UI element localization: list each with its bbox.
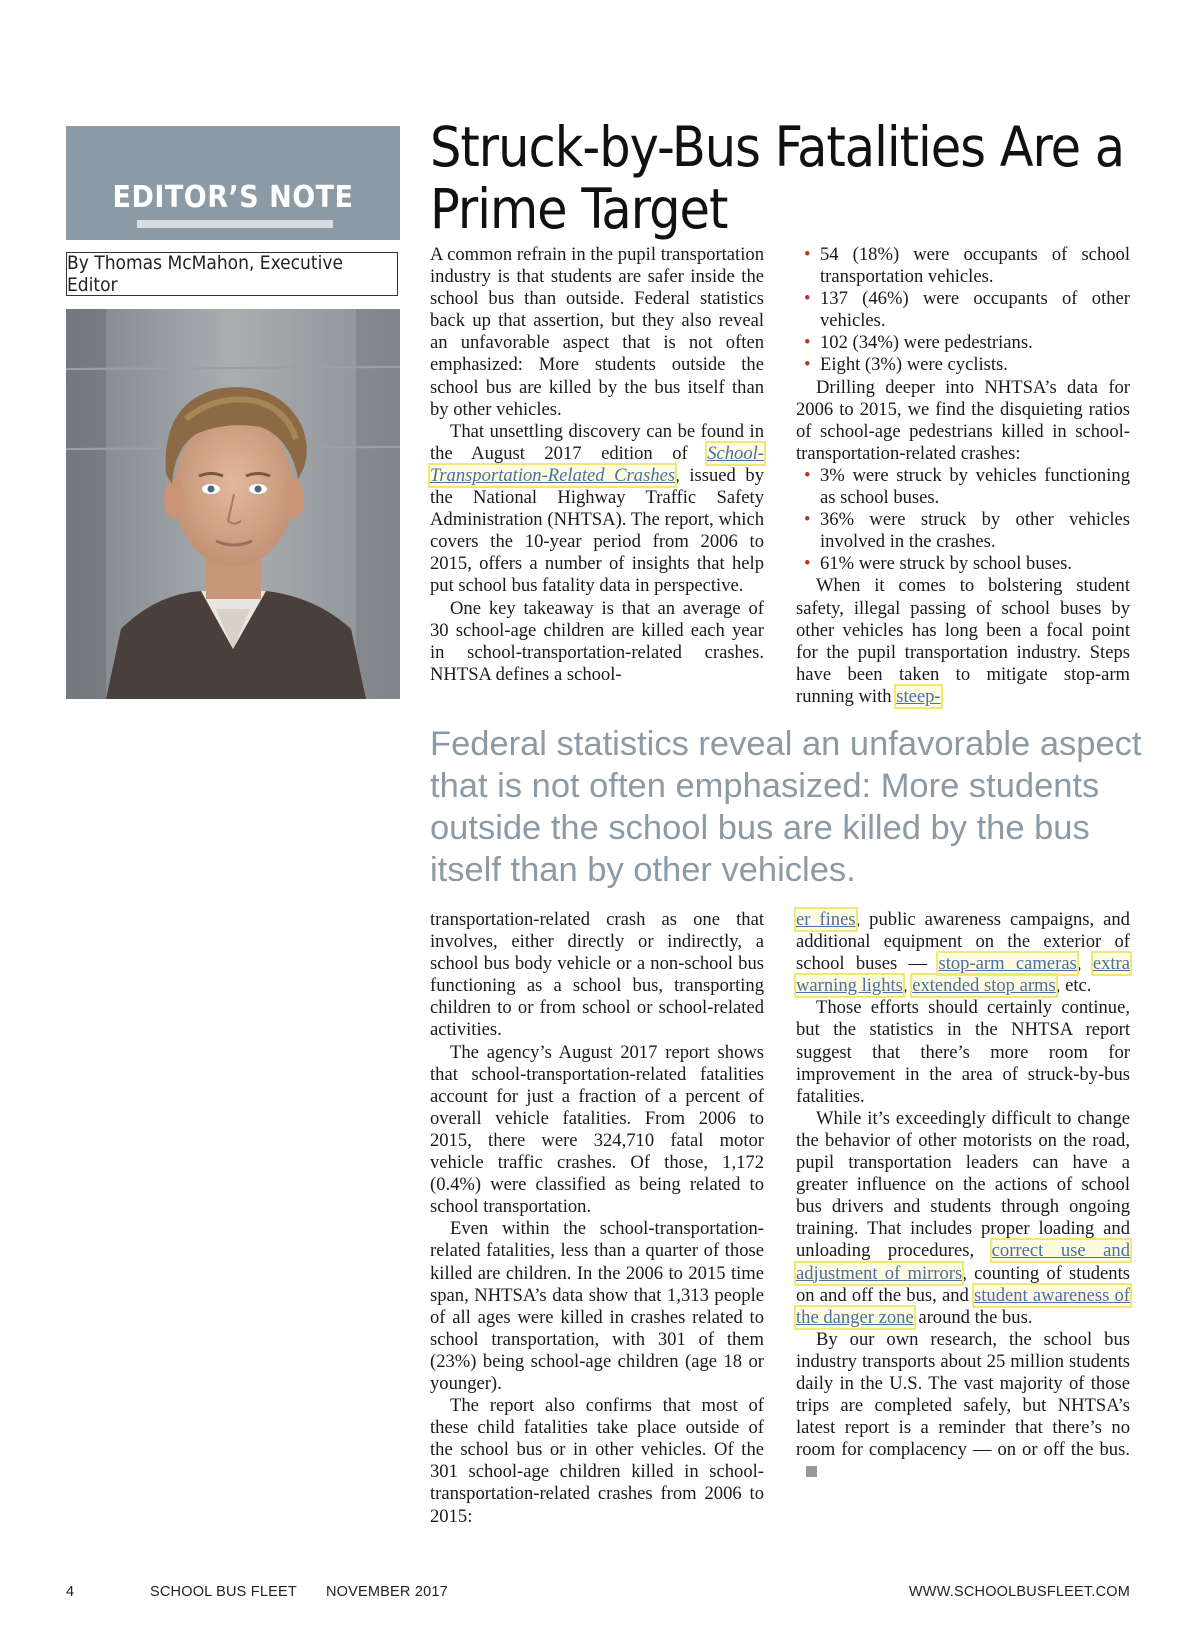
list-item: • 102 (34%) were pedestrians.	[796, 332, 1130, 354]
website-link[interactable]: WWW.SCHOOLBUSFLEET.COM	[908, 1584, 1130, 1600]
article-title-line-1: Struck-by-Bus Fatalities Are a	[430, 115, 1125, 179]
list-item: • 36% were struck by other vehicles involved in the crashes.	[796, 509, 1130, 553]
text-run: While it’s exceedingly difficult to change the behavior of other motorists on the road, pupil transportation leaders can have a greater influence on the actions of school bus drivers and students through ongoing training. That includes proper loading and unloading procedures,	[796, 1107, 1130, 1262]
steeper-fines-link[interactable]: steep-	[896, 685, 941, 707]
mirrors-link[interactable]: correct use and adjustment of mirrors	[796, 1240, 1130, 1284]
paragraph	[796, 909, 1130, 997]
paragraph	[430, 421, 764, 598]
bullet-list	[796, 244, 1130, 377]
pull-quote: Federal statistics reveal an unfavorable aspect that is not often emphasized: More students outside the school bus are killed by the bus itself than by other vehicles.	[430, 725, 1142, 889]
text-run: ,	[1076, 953, 1093, 975]
list-item: • 3% were struck by vehicles functioning as school buses.	[796, 465, 1130, 509]
paragraph	[796, 575, 1130, 708]
publication-name: SCHOOL BUS FLEET	[150, 1584, 297, 1600]
text-run: , etc.	[1055, 975, 1092, 997]
text-run: When it comes to bolstering student safety, illegal passing of school buses by other vehicles has long been a focal point for the pupil transportation industry. Steps have been taken to mitigate stop-arm running with	[796, 575, 1130, 707]
column-1-bottom	[430, 909, 764, 1528]
text-run: , public awareness campaigns, and additional equipment on the exterior of school buses —	[796, 909, 1130, 975]
byline-box	[66, 252, 398, 296]
paragraph: The agency’s August 2017 report shows that school-transportation-related fatalities account for just a fraction of a percent of overall vehicle fatalities. From 2006 to 2015, there were 324,710 fatal motor vehicle traffic crashes. Of those, 1,172 (0.4%) were classified as being related to school transportation.	[430, 1041, 764, 1218]
paragraph: One key takeaway is that an average of 30 school-age children are killed each year in school-transportation-related crashes. NHTSA defines a school-	[430, 597, 764, 685]
list-item: • 61% were struck by school buses.	[796, 553, 1130, 575]
text-run: , issued by the National Highway Traffic Safety Administration (NHTSA). The report, which covers the 10-year period from 2006 to 2015, offers a number of insights that help put school bus fatality data in perspective.	[430, 464, 765, 597]
paragraph: transportation-related crash as one that involves, either directly or indirectly, a school bus body vehicle or a non-school bus functioning as a school bus, transporting children to or from school or school-related activities.	[430, 909, 764, 1041]
list-item: • 54 (18%) were occupants of school transportation vehicles.	[796, 244, 1130, 288]
column-2-top	[796, 244, 1130, 708]
extended-stop-arms-link[interactable]: extended stop arms	[912, 975, 1056, 997]
byline: By Thomas McMahon, Executive Editor	[67, 252, 343, 296]
report-link[interactable]: School-Transportation-Related Crashes	[430, 442, 764, 486]
paragraph: Even within the school-transportation-related fatalities, less than a quarter of those killed are children. In the 2006 to 2015 time span, NHTSA’s data show that 1,313 people of all ages were killed in crashes related to school transportation, with 301 of them (23%) being school-age children (age 18 or younger).	[430, 1218, 764, 1394]
paragraph	[796, 1108, 1130, 1329]
author-portrait-illustration	[66, 309, 400, 699]
editors-note-underline	[137, 220, 333, 228]
paragraph: The report also confirms that most of these child fatalities take place outside of the school bus or in other vehicles. Of the 301 school-age children killed in school-transportation-related crashes from 2006 to 2015:	[430, 1395, 764, 1527]
paragraph: Those efforts should certainly continue, but the statistics in the NHTSA report suggest that there’s more room for improvement in the area of struck-by-bus fatalities.	[796, 997, 1130, 1107]
text-run: ,	[902, 975, 913, 997]
list-item: • 137 (46%) were occupants of other vehicles.	[796, 288, 1130, 332]
text-run: By our own research, the school bus industry transports about 25 million students daily in the U.S. The vast majority of those trips are completed safely, but NHTSA’s latest report is a reminder that there’s no room for complacency — on or off the bus.	[796, 1328, 1130, 1461]
article-title-line-2: Prime Target	[430, 177, 728, 241]
danger-zone-link[interactable]: student awareness of the danger zone	[796, 1284, 1130, 1328]
issue-date: NOVEMBER 2017	[326, 1584, 448, 1600]
page-number: 4	[66, 1584, 75, 1600]
bullet-list	[796, 465, 1130, 575]
editors-note-label: EDITOR’S NOTE	[112, 180, 354, 215]
paragraph: Drilling deeper into NHTSA’s data for 2006 to 2015, we find the disquieting ratios of school-age pedestrians killed in school-transportation-related crashes:	[796, 376, 1130, 464]
author-photo	[66, 309, 400, 699]
column-2-bottom	[796, 909, 1130, 1483]
paragraph: A common refrain in the pupil transportation industry is that students are safer inside the school bus than outside. Federal statistics back up that assertion, but they also reveal an unfavorable aspect that is not often emphasized: More students outside the school bus are killed by the bus itself than by other vehicles.	[430, 244, 764, 420]
article-title	[430, 116, 1130, 240]
paragraph	[796, 1329, 1130, 1484]
extra-warning-lights-link[interactable]: extra warning lights	[796, 953, 1130, 997]
text-run: , counting of students on and off the bus, and	[796, 1262, 1130, 1306]
text-run: That unsettling discovery can be found in the August 2017 edition of	[430, 420, 764, 464]
list-item: • Eight (3%) were cyclists.	[796, 354, 1130, 376]
steeper-fines-link-cont[interactable]: er fines	[796, 909, 856, 930]
stop-arm-cameras-link[interactable]: stop-arm cameras	[938, 953, 1077, 975]
column-1-top	[430, 244, 764, 686]
text-run: around the bus.	[913, 1306, 1033, 1328]
end-of-article-mark	[806, 1466, 817, 1477]
